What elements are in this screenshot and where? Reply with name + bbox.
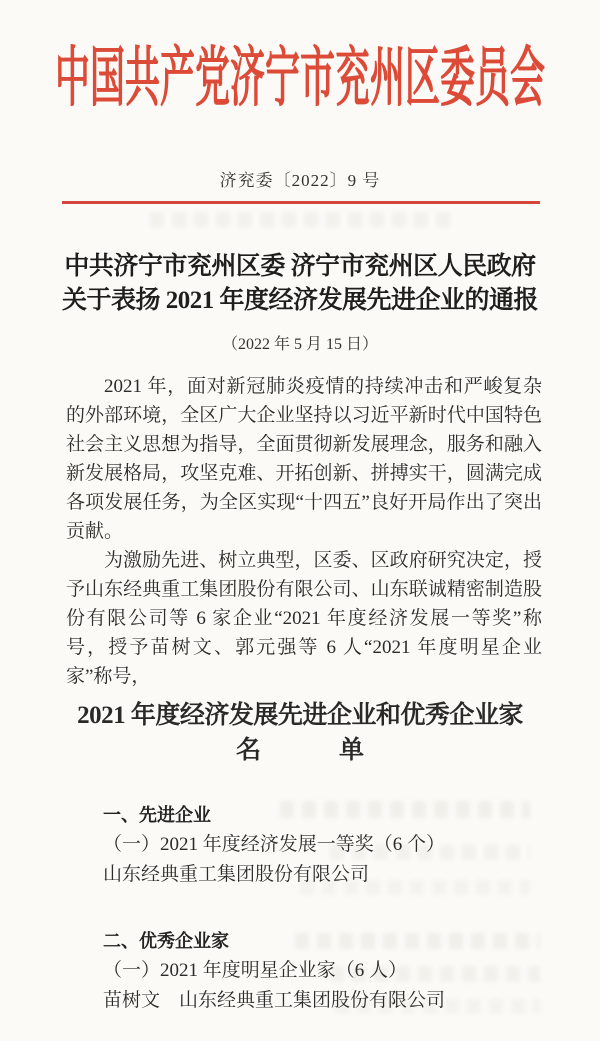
- list-item: 山东经典重工集团股份有限公司: [103, 864, 370, 885]
- heading-char-ming: 名: [236, 737, 262, 764]
- name-list: [103, 800, 543, 1016]
- section-subtitle: （一）2021 年度经济发展一等奖（6 个）: [103, 834, 446, 855]
- body-paragraph-1: 2021 年，面对新冠肺炎疫情的持续冲击和严峻复杂的外部环境，全区广大企业坚持以习近平新时代中国特色社会主义思想为指导，全面贯彻新发展理念，服务和融入新发展格局，攻坚克难、开拓创新、拼搏实干，圆满完成各项发展任务，为全区实现“十四五”良好开局作出了突出贡献。: [66, 376, 542, 542]
- red-divider-line: [62, 201, 540, 204]
- document-number: 济兖委〔2022〕9 号: [219, 171, 381, 190]
- body-paragraph-2: 为激励先进、树立典型，区委、区政府研究决定，授予山东经典重工集团股份有限公司、山东联诚精密制造股份有限公司等 6 家企业“2021 年度经济发展一等奖”称号，授予苗树文、郭元强等 6 人“2021 年度明星企业家”称号，: [66, 550, 542, 687]
- section-subtitle: （一）2021 年度明星企业家（6 人）: [103, 960, 408, 981]
- letterhead-title: 中国共产党济宁市兖州区委员会: [54, 42, 545, 115]
- document-body: [66, 372, 542, 691]
- list-section-advanced-enterprises: [103, 800, 543, 890]
- document-title: [0, 250, 600, 318]
- scan-bleed-artifact: [150, 212, 450, 227]
- document-date: （2022 年 5 月 15 日）: [221, 336, 378, 353]
- heading-char-dan: 单: [338, 737, 364, 764]
- document-title-line2: 关于表扬 2021 年度经济发展先进企业的通报: [61, 287, 538, 314]
- name-list-heading-line2: [236, 736, 364, 766]
- name-list-heading-line1: 2021 年度经济发展先进企业和优秀企业家: [77, 702, 523, 729]
- section-title: 一、先进企业: [103, 805, 211, 825]
- list-section-outstanding-entrepreneurs: [103, 926, 543, 1016]
- list-item: 苗树文 山东经典重工集团股份有限公司: [103, 990, 446, 1011]
- name-list-heading: [0, 700, 600, 766]
- section-title: 二、优秀企业家: [103, 931, 229, 951]
- document-title-line1: 中共济宁市兖州区委 济宁市兖州区人民政府: [64, 253, 536, 280]
